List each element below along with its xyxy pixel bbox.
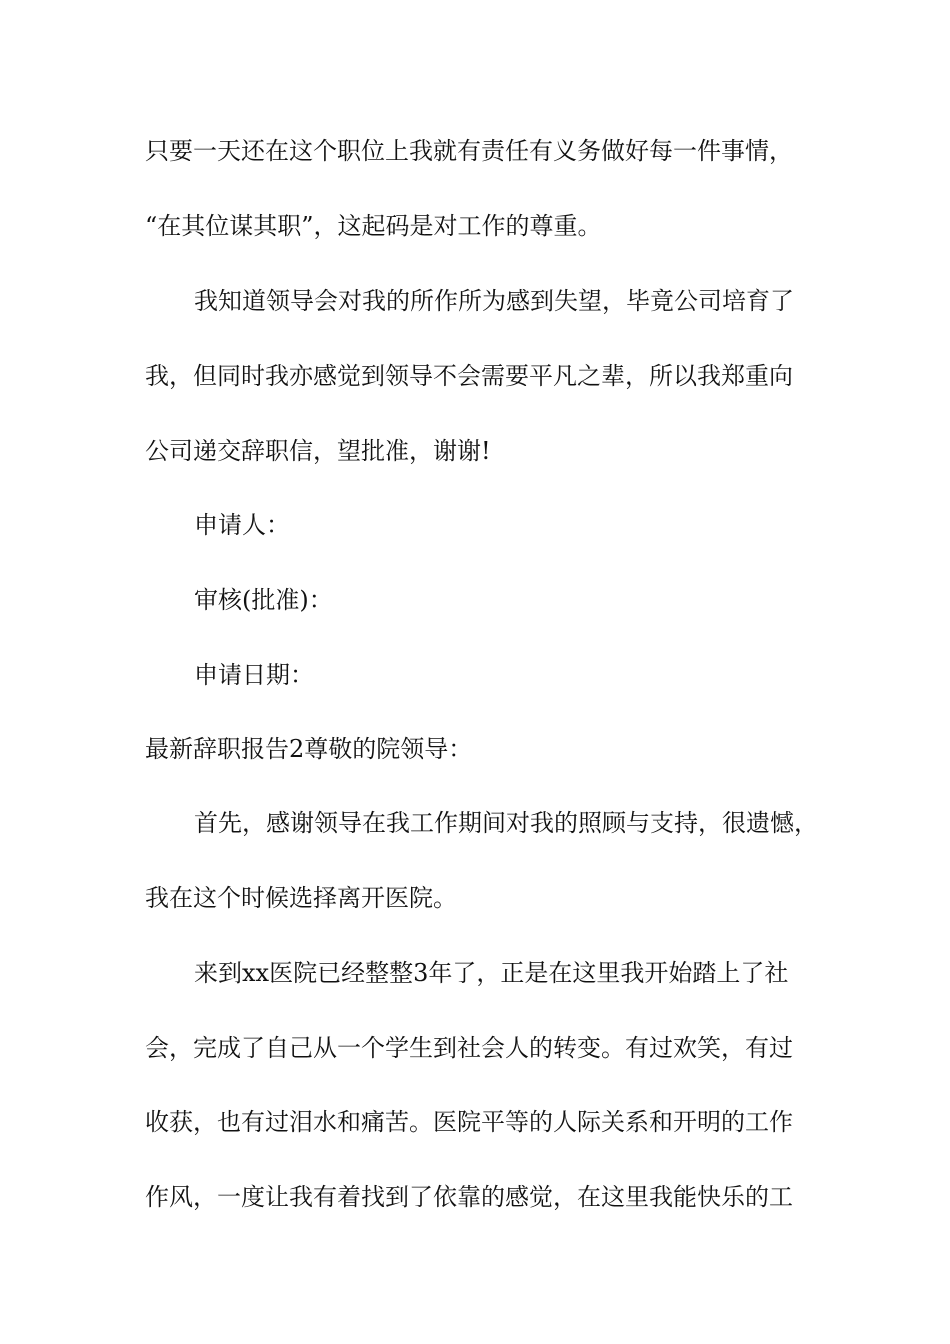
text-line: 会，完成了自己从一个学生到社会人的转变。有过欢笑，有过 <box>145 1034 793 1062</box>
text-line: 我在这个时候选择离开医院。 <box>145 884 457 912</box>
text-line: 首先，感谢领导在我工作期间对我的照顾与支持，很遗憾， <box>194 809 818 837</box>
text-line: 我知道领导会对我的所作所为感到失望，毕竟公司培育了 <box>194 287 794 315</box>
text-line: 申请日期： <box>194 661 314 689</box>
text-line: 我，但同时我亦感觉到领导不会需要平凡之辈，所以我郑重向 <box>145 362 793 390</box>
text-line: 公司递交辞职信，望批准，谢谢! <box>145 437 491 465</box>
text-line: “在其位谋其职”，这起码是对工作的尊重。 <box>145 212 602 240</box>
text-line: 申请人： <box>194 511 290 539</box>
text-line: 只要一天还在这个职位上我就有责任有义务做好每一件事情， <box>145 137 793 165</box>
text-line: 审核(批准)： <box>194 586 333 614</box>
text-line: 收获，也有过泪水和痛苦。医院平等的人际关系和开明的工作 <box>145 1108 793 1136</box>
text-line: 最新辞职报告2尊敬的院领导： <box>145 735 473 763</box>
text-line: 作风，一度让我有着找到了依靠的感觉，在这里我能快乐的工 <box>145 1183 793 1211</box>
text-line: 来到xx医院已经整整3年了，正是在这里我开始踏上了社 <box>194 959 789 987</box>
